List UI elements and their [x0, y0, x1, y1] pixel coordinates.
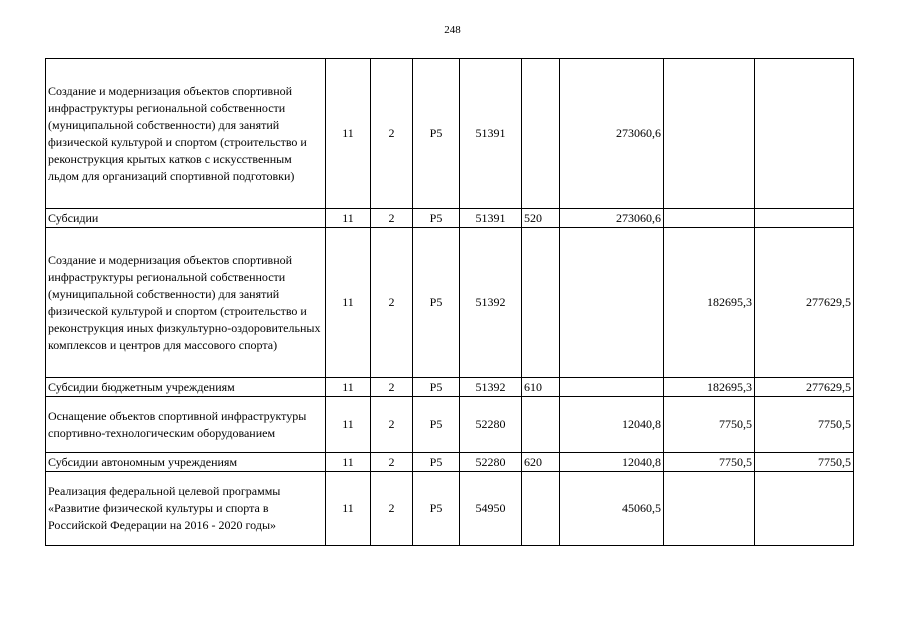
row-name: Оснащение объектов спортивной инфраструктуры спортивно-технологическим оборудованием: [46, 397, 326, 453]
code-cell: 52280: [460, 453, 522, 472]
program-cell: P5: [413, 453, 460, 472]
expense-type-cell: 610: [522, 378, 560, 397]
program-cell: P5: [413, 209, 460, 228]
row-name: Субсидии бюджетным учреждениям: [46, 378, 326, 397]
section-cell: 11: [326, 378, 371, 397]
amount-3-cell: 277629,5: [755, 228, 854, 378]
page-number: 248: [444, 24, 461, 36]
expense-type-cell: [522, 228, 560, 378]
row-name: Создание и модернизация объектов спортивной инфраструктуры региональной собственности (муниципальной собственности) для занятий физической культурой и спортом (строительство и реконструкция крытых катков с искусственным льдом для организаций спортивной подготовки): [46, 59, 326, 209]
row-name: Субсидии: [46, 209, 326, 228]
amount-2-cell: 182695,3: [664, 378, 755, 397]
code-cell: 51391: [460, 209, 522, 228]
subsection-cell: 2: [371, 453, 413, 472]
amount-2-cell: 7750,5: [664, 397, 755, 453]
expense-type-cell: 520: [522, 209, 560, 228]
table-row: [46, 472, 854, 546]
amount-3-cell: [755, 472, 854, 546]
amount-1-cell: 45060,5: [560, 472, 664, 546]
table-row: [46, 453, 854, 472]
section-cell: 11: [326, 59, 371, 209]
amount-3-cell: 7750,5: [755, 453, 854, 472]
subsection-cell: 2: [371, 228, 413, 378]
table-row: [46, 228, 854, 378]
expense-type-cell: [522, 472, 560, 546]
table-row: [46, 59, 854, 209]
section-cell: 11: [326, 397, 371, 453]
amount-1-cell: 273060,6: [560, 209, 664, 228]
amount-1-cell: [560, 378, 664, 397]
amount-3-cell: 277629,5: [755, 378, 854, 397]
program-cell: P5: [413, 378, 460, 397]
code-cell: 51392: [460, 228, 522, 378]
row-name: Реализация федеральной целевой программы «Развитие физической культуры и спорта в Российской Федерации на 2016 - 2020 годы»: [46, 472, 326, 546]
amount-1-cell: [560, 228, 664, 378]
subsection-cell: 2: [371, 209, 413, 228]
expense-type-cell: [522, 59, 560, 209]
amount-2-cell: 182695,3: [664, 228, 755, 378]
code-cell: 51392: [460, 378, 522, 397]
code-cell: 54950: [460, 472, 522, 546]
amount-3-cell: [755, 209, 854, 228]
subsection-cell: 2: [371, 472, 413, 546]
subsection-cell: 2: [371, 397, 413, 453]
amount-1-cell: 12040,8: [560, 453, 664, 472]
table-row: [46, 378, 854, 397]
program-cell: P5: [413, 472, 460, 546]
code-cell: 52280: [460, 397, 522, 453]
amount-2-cell: [664, 209, 755, 228]
section-cell: 11: [326, 228, 371, 378]
section-cell: 11: [326, 453, 371, 472]
subsection-cell: 2: [371, 378, 413, 397]
subsection-cell: 2: [371, 59, 413, 209]
amount-1-cell: 12040,8: [560, 397, 664, 453]
amount-1-cell: 273060,6: [560, 59, 664, 209]
section-cell: 11: [326, 209, 371, 228]
program-cell: P5: [413, 397, 460, 453]
amount-2-cell: [664, 472, 755, 546]
amount-3-cell: 7750,5: [755, 397, 854, 453]
expense-type-cell: 620: [522, 453, 560, 472]
table-row: [46, 209, 854, 228]
amount-2-cell: [664, 59, 755, 209]
row-name: Субсидии автономным учреждениям: [46, 453, 326, 472]
expense-type-cell: [522, 397, 560, 453]
table-row: [46, 397, 854, 453]
row-name: Создание и модернизация объектов спортивной инфраструктуры региональной собственности (муниципальной собственности) для занятий физической культурой и спортом (строительство и реконструкция иных физкультурно-оздоровительных комплексов и центров для массового спорта): [46, 228, 326, 378]
budget-table: [45, 58, 854, 546]
amount-2-cell: 7750,5: [664, 453, 755, 472]
amount-3-cell: [755, 59, 854, 209]
section-cell: 11: [326, 472, 371, 546]
program-cell: P5: [413, 228, 460, 378]
code-cell: 51391: [460, 59, 522, 209]
program-cell: P5: [413, 59, 460, 209]
